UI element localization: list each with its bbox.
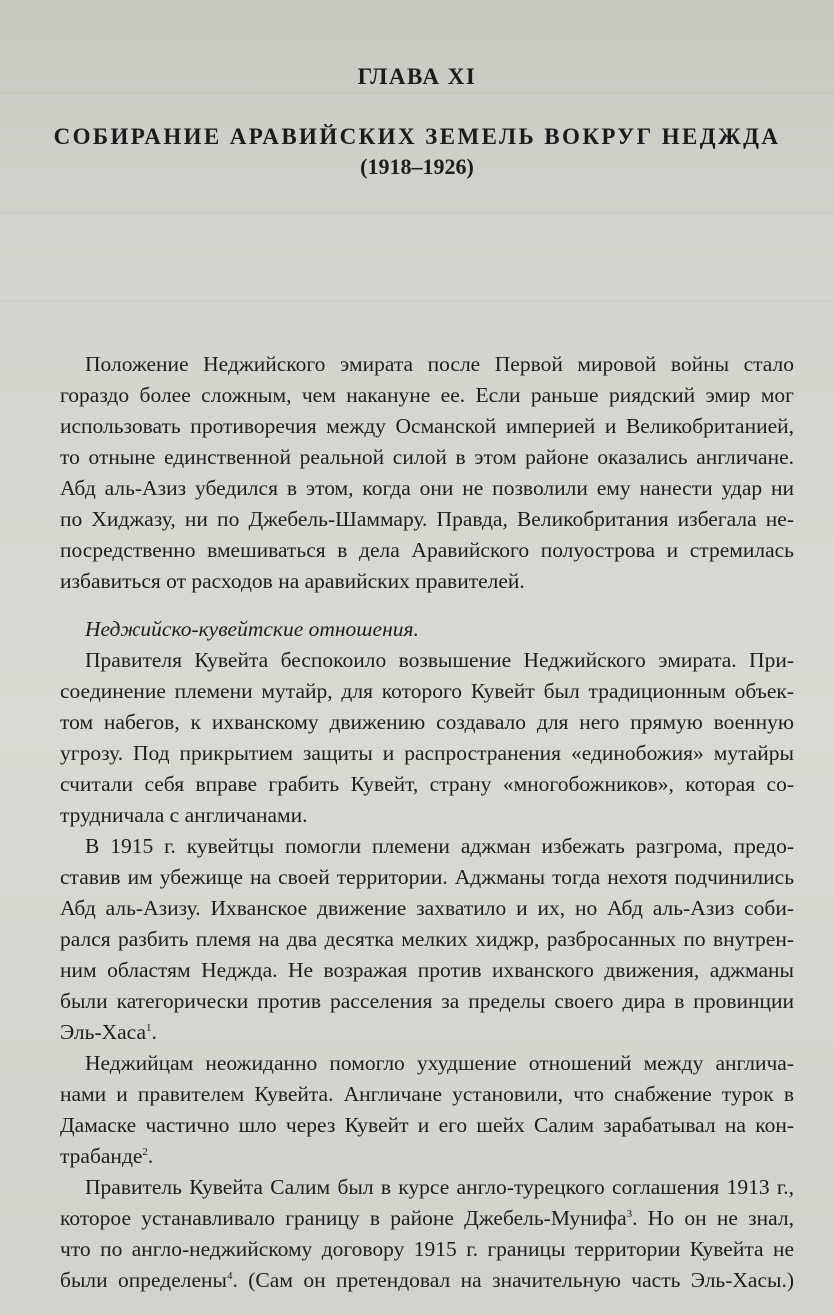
text-line: трабанде$^2$. xyxy=(60,1144,154,1168)
text-line: ставив им убежище на своей территории. Аджманы тогда нехотя подчинились xyxy=(60,865,794,889)
chapter-years: (1918–1926) xyxy=(360,154,474,179)
footnote-ref[interactable]: 2 xyxy=(142,1146,148,1158)
text-line: по Хиджазу, ни по Джебель-Шаммару. Правда, Великобритания избегала не- xyxy=(60,507,794,531)
text-fragment: трабанде xyxy=(60,1144,143,1168)
text-line: использовать противоречия между Османской империей и Великобританией, xyxy=(60,414,794,438)
text-line: Правитель Кувейта Салим был в курсе англо-турецкого соглашения 1913 г., xyxy=(85,1175,794,1199)
text-line: то отныне единственной реальной силой в этом районе оказались англичане. xyxy=(60,445,794,469)
text-line: угрозу. Под прикрытием защиты и распространения «единобожия» мутайры xyxy=(60,741,794,765)
chapter-title: СОБИРАНИЕ АРАВИЙСКИХ ЗЕМЕЛЬ ВОКРУГ НЕДЖДА xyxy=(53,124,781,149)
text-line: Дамаске частично шло через Кувейт и его шейх Салим зарабатывал на кон- xyxy=(60,1113,794,1137)
footnote-ref[interactable]: 4 xyxy=(227,1270,233,1282)
paragraph xyxy=(60,1172,794,1296)
text-line: гораздо более сложным, чем накануне ее. Если раньше риядский эмир мог xyxy=(60,383,794,407)
text-line: были категорически против расселения за пределы своего дира в провинции xyxy=(60,989,794,1013)
text-line: нами и правителем Кувейта. Англичане установили, что снабжение турок в xyxy=(60,1082,794,1106)
body-text xyxy=(60,349,794,1296)
text-line: трудничала с англичанами. xyxy=(60,803,308,827)
footnote-ref[interactable]: 3 xyxy=(626,1208,633,1220)
text-line: Абд аль-Азизу. Ихванское движение захватило и их, но Абд аль-Азиз соби- xyxy=(60,896,794,920)
text-line: Неджийцам неожиданно помогло ухудшение отношений между англича- xyxy=(85,1051,794,1075)
text-fragment: . Но он не знал, xyxy=(632,1206,794,1230)
text-line xyxy=(60,1203,794,1234)
section-heading: Неджийско-кувейтские отношения. xyxy=(85,617,419,641)
text-line: считали себя вправе грабить Кувейт, страну «многобожников», которая со- xyxy=(60,772,794,796)
text-line: том набегов, к ихванскому движению создавало для него прямую военную xyxy=(60,710,794,734)
text-line: В 1915 г. кувейтцы помогли племени аджман избежать разгрома, предо- xyxy=(85,834,794,858)
text-line: избавиться от расходов на аравийских правителей. xyxy=(60,569,525,593)
text-line: рался разбить племя на два десятка мелких хиджр, разбросанных по внутрен- xyxy=(60,927,794,951)
text-line xyxy=(60,1265,794,1296)
paragraph-intro xyxy=(60,349,794,597)
text-line: Эль-Хаса$^1$. xyxy=(60,1020,157,1044)
text-line: Правителя Кувейта беспокоило возвышение Неджийского эмирата. При- xyxy=(85,648,794,672)
text-line: ним областям Неджда. Не возражая против ихванского движения, аджманы xyxy=(60,958,794,982)
text-fragment: которое устанавливало границу в районе Джебель-Мунифа xyxy=(60,1206,627,1230)
text-line: что по англо-неджийскому договору 1915 г. границы территории Кувейта не xyxy=(60,1237,794,1261)
paragraph xyxy=(60,1048,794,1172)
text-fragment: . (Сам он претендовал на значительную часть Эль-Хасы.) xyxy=(232,1268,794,1292)
chapter-label: ГЛАВА XI xyxy=(357,64,477,89)
text-fragment: были определены xyxy=(60,1268,227,1292)
text-line: Положение Неджийского эмирата после Первой мировой войны стало xyxy=(85,352,794,376)
text-line: соединение племени мутайр, для которого Кувейт был традиционным объек- xyxy=(60,679,794,703)
text-fragment: Эль-Хаса xyxy=(60,1020,147,1044)
paragraph xyxy=(60,645,794,831)
text-line: Абд аль-Азиз убедился в этом, когда они не позволили ему нанести удар ни xyxy=(60,476,794,500)
footnote-ref[interactable]: 1 xyxy=(146,1022,152,1034)
paragraph xyxy=(60,831,794,1048)
text-line: посредственно вмешиваться в дела Аравийского полуострова и стремилась xyxy=(60,538,794,562)
